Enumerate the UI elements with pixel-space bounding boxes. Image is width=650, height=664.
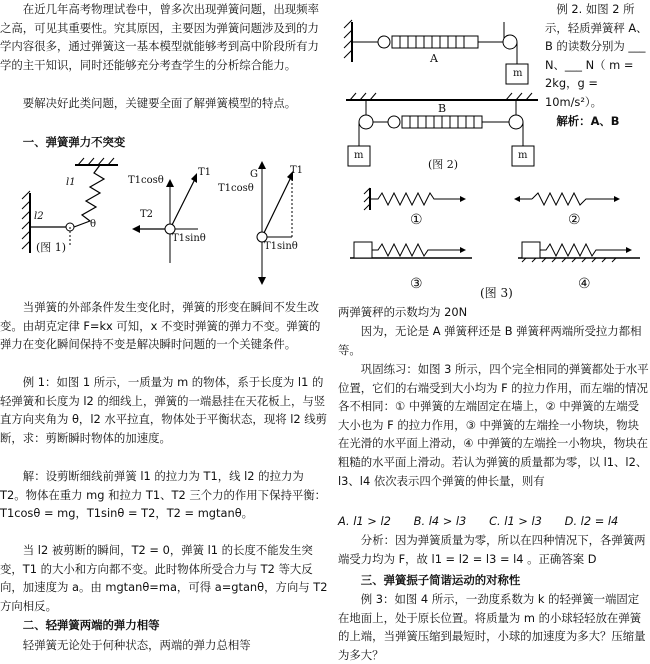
section-heading-2: 二、轻弹簧两端的弹力相等 [22,618,160,632]
label-m-right: m [518,150,528,161]
example-3: 例 3：如图 4 所示，一劲度系数为 k 的轻弹簧一端固定在地面上，处于原长位置。将质量为 m 的小球轻轻放在弹簧的上端，当弹簧压缩到最短时，小球的加速度为多大？压缩量为多大？ [338,592,646,662]
figure-2 [338,0,543,180]
solution-1b: 当 l2 被剪断的瞬间，T2 = 0，弹簧 l1 的长度不能发生突变，T1 的大小和方向都不变。此时物体所受合力与 T2 等大反向，加速度为 a。由 mgtanθ=ma，可得 a=gtanθ，方向与 T2 方向相反。 [0,543,328,613]
figure-3-label-4: ④ [578,276,591,292]
ceiling-hatch [78,158,114,165]
figure-3-label-2: ② [568,212,581,228]
label-t1sin: T1sinθ [172,233,206,244]
right-paragraph-2: 因为，无论是 A 弹簧秤还是 B 弹簧秤两端所受拉力都相等。 [338,324,642,357]
practice-question: 巩固练习：如图 3 所示，四个完全相同的弹簧都处于水平位置，它们的右端受到大小均为 F 的拉力作用，而左端的情况各不相同：① 中弹簧的左端固定在墙上，② 中弹簧的左端受大小也为 F 的拉力作用，③ 中弹簧的左端拴一小物块，物块在光滑的水平面上滑动，④ 中弹簧的左端拴一小物块，物块在粗糙的水平面上滑动。若认为弹簧的质量都为零，以 l1、l2、l3、l4 依次表示四个弹簧的伸长量，则有 [338,362,649,488]
label-a: A [430,52,438,65]
example-2-answer: 解析：A、B [556,113,620,128]
figure-1-caption: (图 1) [36,241,67,254]
intro-paragraph: 在近几年高考物理试卷中，曾多次出现弹簧问题，出现频率之高，可见其重要性。究其原因，主要因为弹簧问题涉及到的力学内容很多，通过弹簧这一基本模型就能够考到高中阶段所有力学的主干知识，同时还能够充分考查学生的分析综合能力。 [0,2,319,72]
label-b: B [438,102,447,115]
label-g: G [250,169,258,180]
label-t1-b: T1 [290,165,304,176]
section-heading-3: 三、弹簧振子简谐运动的对称性 [360,573,521,587]
wall-hatch [22,191,30,249]
label-t2: T2 [140,209,154,220]
example-1: 例 1：如图 1 所示，一质量为 m 的物体，系于长度为 l1 的轻弹簧和长度为 l2 的细线上，弹簧的一端悬挂在天花板上，与竖直方向夹角为 θ，l2 水平拉直，物体处于平衡状态，现将 l2 线剪断，求：剪断瞬时物体的加速度。 [0,375,328,445]
figure-3-caption: (图 3) [480,286,513,300]
figure-3-label-3: ③ [410,276,423,292]
label-l2: l2 [34,211,44,222]
label-theta: θ [90,219,97,230]
scale-a [392,36,478,48]
label-t1: T1 [198,167,212,178]
label-m-left: m [354,150,364,161]
figure-1-drawing [0,155,330,295]
pulley-top [503,35,517,49]
key-paragraph: 要解决好此类问题，关键要全面了解弹簧模型的特点。 [22,96,297,110]
t1-arrow [170,177,196,229]
figure-2-drawing [338,0,543,180]
spring-l1 [74,165,104,227]
label-t1sin-b: T1sinθ [264,241,298,252]
figure-3-label-1: ① [410,212,423,228]
figure-3 [338,180,650,302]
figure-2-caption: (图 2) [428,158,459,171]
analysis: 分析：因为弹簧质量为零，所以在四种情况下，各弹簧两端受力均为 F，故 l1 = l2 = l3 = l4 。正确答案 D [338,533,646,566]
practice-options: A. l1 > l2 B. l4 > l3 C. l1 > l3 D. l2 = l4 [338,514,619,528]
section-heading-1: 一、弹簧弹力不突变 [22,135,126,149]
right-paragraph-1: 两弹簧秤的示数均为 20N [338,305,468,319]
paragraph-3: 当弹簧的外部条件发生变化时，弹簧的形变在瞬间不发生改变。由胡克定律 F=kx 可知，x 不变时弹簧的弹力不变。弹簧的弹力在变化瞬间保持不变是解决瞬时问题的一个关键条件。 [0,300,321,352]
paragraph-7: 轻弹簧无论处于何种状态，两端的弹力总相等 [22,638,251,652]
label-m-top: m [513,68,523,79]
example-2 [545,0,650,130]
solution-1: 解：设剪断细线前弹簧 l1 的拉力为 T1，线 l2 的拉力为 T2。物体在重力 mg 和拉力 T1、T2 三个力的作用下保持平衡：T1cosθ = mg，T1sinθ = T2，T2 = mgtanθ。 [0,469,327,521]
example-2-text: 例 2. 如图 2 所示，轻质弹簧秤 A、B 的读数分别为 ___ N、___ N（ m = 2kg，g = 10m/s²）。 [545,2,648,109]
figure-1 [0,155,330,295]
label-l1: l1 [66,177,76,188]
force-diagram-2 [257,161,293,285]
label-t1cos: T1cosθ [128,175,164,186]
label-t1cos-b: T1cosθ [218,183,254,194]
